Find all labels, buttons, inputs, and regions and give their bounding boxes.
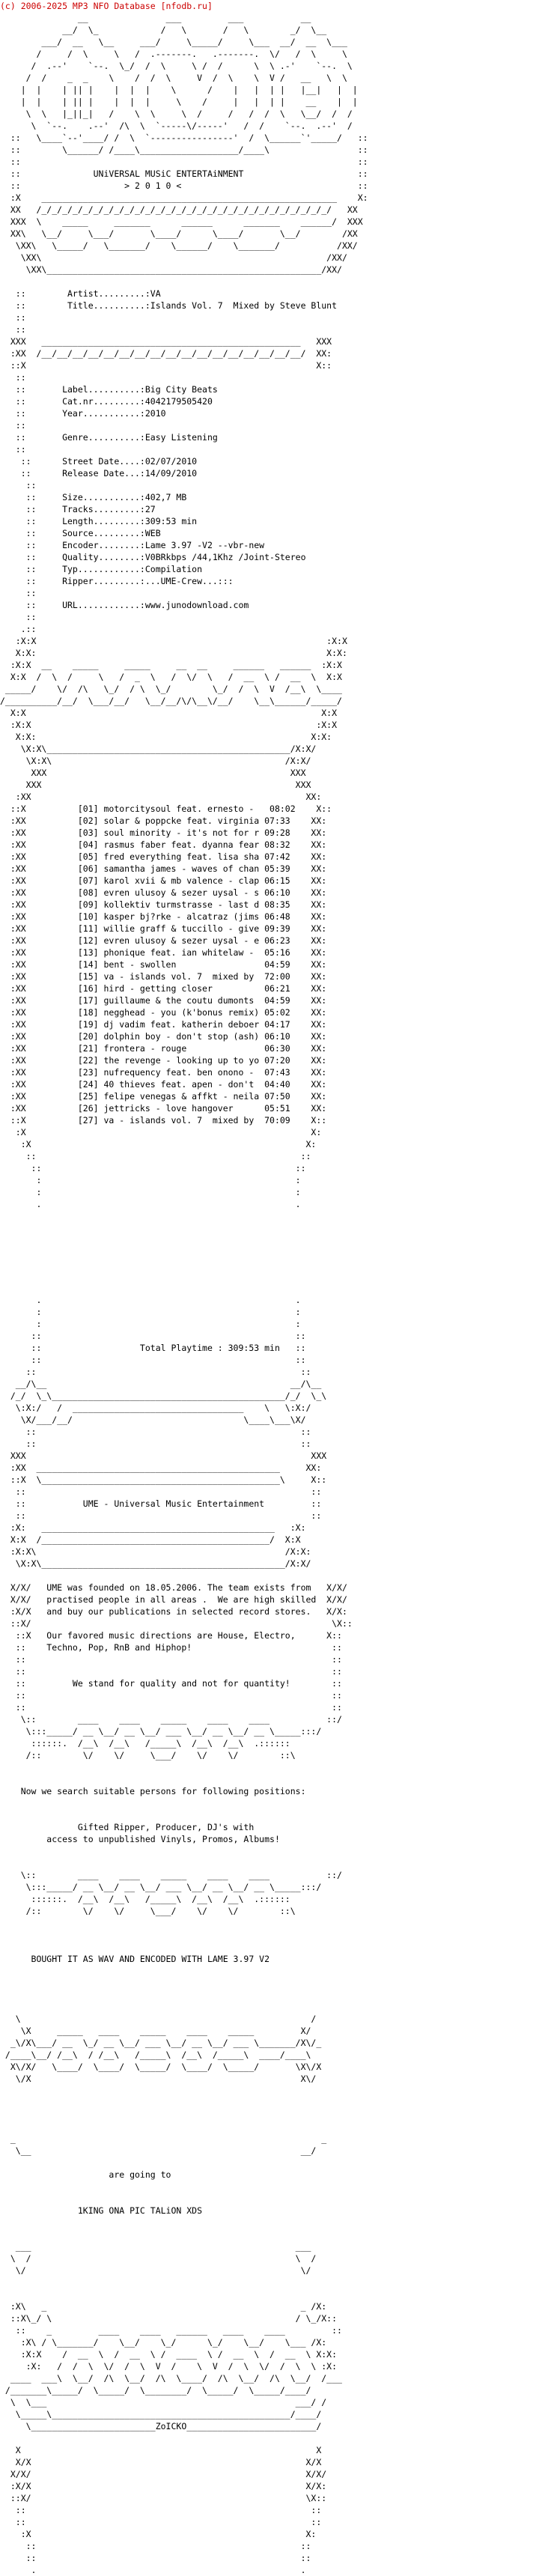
nfo-line: \ \ |_||_| / \ \ \ / / / / \ \__/ / / bbox=[0, 109, 353, 119]
nfo-line: :: Techno, Pop, RnB and Hiphop! :: bbox=[0, 1642, 342, 1653]
nfo-line bbox=[0, 2276, 539, 2288]
nfo-line: :: bbox=[0, 312, 26, 323]
nfo-line: :: Genre..........:Easy Listening bbox=[0, 432, 218, 443]
nfo-line: are going to bbox=[0, 2169, 171, 2180]
nfo-line: / / \ \ / .-------. .-------. \/ / \ \ bbox=[0, 49, 347, 59]
nfo-line: :X:X :X:X bbox=[0, 720, 338, 730]
nfo-line: :: :: bbox=[0, 157, 368, 167]
nfo-line: :XX [19] dj vadim feat. katherin deboer 04:17 XX: bbox=[0, 1019, 327, 1030]
nfo-line: __/\__ __/\__ bbox=[0, 1379, 322, 1389]
nfo-line: :: Quality........:V0BRkbps /44,1Khz /Joint-Stereo bbox=[0, 552, 306, 562]
nfo-line: ::X [27] va - islands vol. 7 mixed by 70:09 X:: bbox=[0, 1115, 327, 1126]
nfo-line: :: bbox=[0, 420, 26, 431]
nfo-line: :: Release Date...:14/09/2010 bbox=[0, 468, 198, 479]
nfo-line: :XX [15] va - islands vol. 7 mixed by 72:00 XX: bbox=[0, 971, 327, 982]
nfo-line: :X X: bbox=[0, 1139, 317, 1149]
nfo-line: _\/X\___/ __ \_/ __ \__/ ___ \__/ __ \__/ ___ \_______/X\/_ bbox=[0, 2038, 322, 2048]
nfo-line bbox=[0, 2001, 539, 2013]
nfo-line: :: Tracks.........:27 bbox=[0, 504, 156, 514]
nfo-line: :XX [03] soul minority - it's not for r 09:28 XX: bbox=[0, 827, 327, 838]
nfo-line: \________________________ZoICKO_________________________/ bbox=[0, 2421, 322, 2431]
nfo-line: :X X: bbox=[0, 1127, 322, 1137]
nfo-line: X/X X/X bbox=[0, 2457, 322, 2467]
nfo-line: :X/X and buy our publications in selected record stores. X/X: bbox=[0, 1606, 347, 1617]
nfo-line: :X X: bbox=[0, 2529, 317, 2539]
nfo-line bbox=[0, 1857, 539, 1869]
nfo-line: :: \____`--'____/ / \ `----------------' / \______`'_____/ :: bbox=[0, 133, 368, 143]
nfo-line: ::X X:: bbox=[0, 360, 332, 371]
nfo-line bbox=[0, 2217, 539, 2229]
nfo-line: ::X [01] motorcitysoul feat. ernesto - 08:02 X:: bbox=[0, 804, 332, 814]
nfo-line: .:: bbox=[0, 624, 37, 634]
nfo-line bbox=[0, 2181, 539, 2193]
nfo-line bbox=[0, 1234, 539, 1246]
nfo-line bbox=[0, 2157, 539, 2169]
nfo-line: \:::_____/ __ \__/ __ \__/ ___ \__/ __ \__/ __ \_____:::/ bbox=[0, 1882, 322, 1892]
nfo-line: :: URL............:www.junodownload.com bbox=[0, 600, 249, 610]
nfo-line: /:: \/ \/ \___/ \/ \/ ::\ bbox=[0, 1750, 296, 1761]
nfo-line: \/ \/ bbox=[0, 2265, 311, 2276]
nfo-line: __ ___ ___ __ bbox=[0, 13, 311, 23]
nfo-line: :XX [02] solar & poppcke feat. virginia 07:33 XX: bbox=[0, 815, 327, 826]
nfo-line bbox=[0, 1761, 539, 1773]
nfo-line bbox=[0, 1210, 539, 1222]
nfo-line bbox=[0, 1222, 539, 1234]
nfo-line: :XX [06] samantha james - waves of chan 05:39 XX: bbox=[0, 863, 327, 874]
nfo-line: X:X / \ / \ / _ \ / \/ \ / __ \ / __ \ X:X bbox=[0, 672, 342, 682]
nfo-line: :: Total Playtime : 309:53 min :: bbox=[0, 1343, 306, 1353]
nfo-line: :XX [22] the revenge - looking up to yo 07:20 XX: bbox=[0, 1055, 327, 1066]
nfo-line: :X\ _ _ /X: bbox=[0, 2301, 327, 2312]
nfo-line: :: :: bbox=[0, 1702, 342, 1713]
nfo-line: :: Label..........:Big City Beats bbox=[0, 384, 218, 395]
nfo-line: :: :: bbox=[0, 1427, 311, 1437]
nfo-line bbox=[0, 1797, 539, 1809]
nfo-line: ::X \______________________________________________\ X:: bbox=[0, 1474, 327, 1485]
nfo-line: :XX [24] 40 thieves feat. apen - don't 04:40 XX: bbox=[0, 1079, 327, 1090]
nfo-line: \X:X\ /X:X/ bbox=[0, 756, 311, 766]
nfo-line: :: :: bbox=[0, 2541, 311, 2551]
nfo-line: :: bbox=[0, 324, 26, 335]
nfo-line: XXX \ _____ _______ ______ _______ ______/ XXX bbox=[0, 216, 363, 227]
nfo-line: :X:X / __ \ / __ \ / ____ \ / __ \ / __ \ X:X: bbox=[0, 2349, 338, 2360]
nfo-line: XXX XXX bbox=[0, 1450, 327, 1461]
nfo-line: : : bbox=[0, 1319, 301, 1329]
nfo-line bbox=[0, 2121, 539, 2133]
nfo-line: :: :: bbox=[0, 1510, 322, 1521]
nfo-line bbox=[0, 1941, 539, 1953]
nfo-line bbox=[0, 2109, 539, 2121]
nfo-line: \X:X\_______________________________________________/X:X/ bbox=[0, 1558, 311, 1569]
nfo-line: \ `--. .--' /\ \ `-----\/-----' / / `--. .--' / bbox=[0, 121, 353, 131]
nfo-line bbox=[0, 1845, 539, 1857]
nfo-line: / .--' `--. \_/ / \ \ / / \ \ .-' `--. \ bbox=[0, 61, 353, 71]
nfo-line: XX /_/_/_/_/_/_/_/_/_/_/_/_/_/_/_/_/_/_/_/_/_/_/_/_/_/_/_/_/ XX bbox=[0, 204, 358, 215]
nfo-line: XXX __________________________________________________ XXX bbox=[0, 336, 332, 347]
nfo-line: :XX [16] hird - getting closer 06:21 XX: bbox=[0, 983, 327, 994]
nfo-line: :X\ / \_______/ \__/ \_/ \_/ \__/ \___ /X: bbox=[0, 2337, 327, 2348]
nfo-line: access to unpublished Vinyls, Promos, Albums! bbox=[0, 1834, 280, 1844]
nfo-line: :: UNiVERSAL MUSiC ENTERTAiNMENT :: bbox=[0, 168, 368, 179]
nfo-line: :X/X X/X: bbox=[0, 2481, 327, 2491]
nfo-line: \XX\_____________________________________________________/XX/ bbox=[0, 264, 342, 275]
nfo-line: X/X/ UME was founded on 18.05.2006. The team exists from X/X/ bbox=[0, 1582, 347, 1593]
nfo-line: X:X: X:X: bbox=[0, 732, 332, 742]
nfo-line: :XX [05] fred everything feat. lisa sha 07:42 XX: bbox=[0, 851, 327, 862]
nfo-line: : : bbox=[0, 1175, 301, 1185]
nfo-line: ::X/ \X:: bbox=[0, 1618, 353, 1629]
nfo-line: :: Size...........:402,7 MB bbox=[0, 492, 187, 502]
nfo-line: :: > 2 0 1 0 < :: bbox=[0, 180, 368, 191]
nfo-line: :: Artist.........:VA bbox=[0, 288, 161, 299]
nfo-line: :XX /__/__/__/__/__/__/__/__/__/__/__/__/__/__/__/__/__/ XX: bbox=[0, 348, 332, 359]
nfo-line: ___ ___ bbox=[0, 2241, 311, 2252]
nfo-line: /:: \/ \/ \___/ \/ \/ ::\ bbox=[0, 1906, 296, 1916]
nfo-line: :X _________________________________________________________ X: bbox=[0, 192, 368, 203]
nfo-line: \ \___ ___/ / bbox=[0, 2397, 327, 2408]
nfo-line: . . bbox=[0, 1199, 301, 1209]
nfo-line: / / _ _ \ / / \ V / \ \ V / __ \ \ bbox=[0, 73, 347, 83]
nfo-line: \/X X\/ bbox=[0, 2074, 317, 2084]
nfo-line: \:: ____ ____ _____ ____ ____ ::/ bbox=[0, 1714, 342, 1725]
nfo-line: \:: ____ ____ _____ ____ ____ ::/ bbox=[0, 1870, 342, 1880]
nfo-line bbox=[0, 2288, 539, 2300]
nfo-line: :: Title..........:Islands Vol. 7 Mixed by Steve Blunt bbox=[0, 300, 338, 311]
copyright-header: (c) 2006-2025 MP3 NFO Database [nfodb.ru] bbox=[0, 1, 213, 11]
nfo-line: :: We stand for quality and not for quantity! :: bbox=[0, 1678, 342, 1689]
nfo-line: /____\__/ /__\ / /__\ /_____\ /__\ /_____\ ____/____\ bbox=[0, 2050, 311, 2060]
nfo-line: XX\ \__/ \___/ \____/ \____/ \__/ /XX bbox=[0, 228, 358, 239]
nfo-line: \X _____ ____ _____ ____ _____ X/ bbox=[0, 2026, 311, 2036]
nfo-line: \ / \ / bbox=[0, 2253, 317, 2264]
nfo-line: :: :: bbox=[0, 1367, 311, 1377]
nfo-line: \:X:/ / _________________________________ \ \:X:/ bbox=[0, 1403, 311, 1413]
nfo-line: ::::::. /__\ /__\ /_____\ /__\ /__\ .:::::: bbox=[0, 1894, 290, 1904]
nfo-line: X\/X/ \____/ \____/ \_____/ \____/ \_____/ \X\/X bbox=[0, 2062, 322, 2072]
nfo-line bbox=[0, 2432, 539, 2444]
nfo-line: :: Source.........:WEB bbox=[0, 528, 161, 538]
nfo-line: X:X X:X bbox=[0, 708, 338, 718]
nfo-line: :: :: bbox=[0, 1163, 306, 1173]
nfo-line: :XX [21] frontera - rouge 06:30 XX: bbox=[0, 1043, 327, 1054]
nfo-line: XXX XXX bbox=[0, 780, 311, 790]
nfo-line: XXX XXX bbox=[0, 768, 306, 778]
nfo-line: :: :: bbox=[0, 1439, 311, 1449]
nfo-line: :: bbox=[0, 612, 37, 622]
nfo-line: :XX XX: bbox=[0, 792, 322, 802]
nfo-line: :: bbox=[0, 372, 26, 383]
nfo-line: ::::::. /__\ /__\ /_____\ /__\ /__\ .:::::: bbox=[0, 1738, 290, 1749]
nfo-line bbox=[0, 1258, 539, 1270]
nfo-line: . . bbox=[0, 2565, 306, 2575]
nfo-line bbox=[0, 2193, 539, 2205]
nfo-line: | | | || | | | | \ / | | | | __ | | bbox=[0, 97, 358, 107]
nfo-line: X:X: X:X: bbox=[0, 648, 347, 658]
nfo-line: Gifted Ripper, Producer, DJ's with bbox=[0, 1822, 255, 1832]
nfo-line: :XX [17] guillaume & the coutu dumonts 04:59 XX: bbox=[0, 995, 327, 1006]
nfo-line: :X: / / \ \/ / \ V / \ V / \ \/ / \ \ :X: bbox=[0, 2361, 338, 2372]
nfo-line: X/X/ practised people in all areas . We are high skilled X/X/ bbox=[0, 1594, 347, 1605]
nfo-line: :XX _______________________________________________ XX: bbox=[0, 1462, 322, 1473]
nfo-line: ::X/ \X:: bbox=[0, 2493, 327, 2503]
nfo-line: :: :: bbox=[0, 1331, 306, 1341]
nfo-line: :: bbox=[0, 480, 37, 490]
nfo-line: \__ __/ bbox=[0, 2145, 317, 2156]
nfo-line: :XX [10] kasper bj?rke - alcatraz (jims 06:48 XX: bbox=[0, 911, 327, 922]
nfo-line: :XX [14] bent - swollen 04:59 XX: bbox=[0, 959, 327, 970]
nfo-line: :XX [08] evren ulusoy & sezer uysal - s 06:10 XX: bbox=[0, 887, 327, 898]
nfo-line bbox=[0, 1282, 539, 1294]
nfo-line: \X:X\_______________________________________________/X:X/ bbox=[0, 744, 317, 754]
nfo-line: \XX\ \_____/ \_______/ \______/ \_______/ /XX/ bbox=[0, 240, 358, 251]
nfo-line: :XX [09] kollektiv turmstrasse - last d 08:35 XX: bbox=[0, 899, 327, 910]
nfo-line: /__________/__/ \___/__/ \__/__/\/\__\/__/ \__\______/_____/ bbox=[0, 696, 342, 706]
nfo-line: :XX [13] phonique feat. ian whitelaw - 05:16 XX: bbox=[0, 947, 327, 958]
nfo-line: X X bbox=[0, 2445, 322, 2455]
nfo-line: ___/ __ \__ ___/ \_____/ \___ __/ __ \___ bbox=[0, 37, 347, 47]
nfo-line: :XX [04] rasmus faber feat. dyanna fear 08:32 XX: bbox=[0, 839, 327, 850]
nfo-line: _ _ bbox=[0, 2133, 327, 2144]
nfo-line: :: Ripper.........:...UME-Crew...::: bbox=[0, 576, 234, 586]
nfo-line: :: :: bbox=[0, 2505, 322, 2515]
nfo-line: :XX [18] negghead - you (k'bonus remix) 05:02 XX: bbox=[0, 1007, 327, 1018]
nfo-line: : : bbox=[0, 1187, 301, 1197]
nfo-line: :: UME - Universal Music Entertainment :: bbox=[0, 1498, 322, 1509]
nfo-line: \XX\ /XX/ bbox=[0, 252, 347, 263]
nfo-line: :: Year...........:2010 bbox=[0, 408, 166, 419]
nfo-line bbox=[0, 1917, 539, 1929]
nfo-line: :XX [12] evren ulusoy & sezer uysal - e 06:23 XX: bbox=[0, 935, 327, 946]
nfo-line: | | | || | | | | \ / | | | | |__| | | bbox=[0, 85, 358, 95]
nfo-line: _____/ \/ /\ \_/ / \ \_/ \_/ / \ V /__\ \____ bbox=[0, 684, 342, 694]
nfo-line: :XX [07] karol xvii & mb valence - clap 06:15 XX: bbox=[0, 875, 327, 886]
nfo-line: :: Encoder........:Lame 3.97 -V2 --vbr-new bbox=[0, 540, 265, 550]
nfo-line bbox=[0, 1977, 539, 1989]
nfo-line bbox=[0, 1773, 539, 1785]
nfo-line: :X:X __ _____ _____ __ __ ______ ______ :X:X bbox=[0, 660, 342, 670]
nfo-line: :XX [11] willie graff & tuccillo - give 09:39 XX: bbox=[0, 923, 327, 934]
nfo-line: BOUGHT IT AS WAV AND ENCODED WITH LAME 3.97 V2 bbox=[0, 1954, 270, 1964]
nfo-line: :: bbox=[0, 444, 26, 455]
nfo-line: :X:X\ /X:X: bbox=[0, 1546, 311, 1557]
nfo-line: :: :: bbox=[0, 2553, 311, 2563]
nfo-line: :: Typ............:Compilation bbox=[0, 564, 203, 574]
nfo-line: :: :: bbox=[0, 1355, 306, 1365]
nfo-line: X:X /____________________________________________/ X:X bbox=[0, 1534, 301, 1545]
nfo-line: : : bbox=[0, 1307, 301, 1317]
nfo-line bbox=[0, 1570, 539, 1582]
nfo-line: \ / bbox=[0, 2014, 317, 2024]
nfo-line: ::X Our favored music directions are House, Electro, X:: bbox=[0, 1630, 342, 1641]
nfo-line: :: Length.........:309:53 min bbox=[0, 516, 198, 526]
nfo-line bbox=[0, 2085, 539, 2097]
nfo-line bbox=[0, 2229, 539, 2241]
nfo-line: :: bbox=[0, 588, 37, 598]
nfo-line bbox=[0, 1809, 539, 1821]
nfo-line: :X: _____________________________________________ :X: bbox=[0, 1522, 306, 1533]
nfo-line: /_/ \_\_____________________________________________/_/ \_\ bbox=[0, 1391, 327, 1401]
nfo-line: 1KING ONA PIC TALiON XDS bbox=[0, 2205, 203, 2216]
nfo-line bbox=[0, 1270, 539, 1282]
nfo-line: :: :: bbox=[0, 1654, 342, 1665]
nfo-line: \:::_____/ __ \__/ __ \__/ ___ \__/ __ \__/ __ \_____:::/ bbox=[0, 1726, 322, 1737]
nfo-line: ::X\_/ \ / \_/X:: bbox=[0, 2313, 338, 2324]
nfo-line: :XX [25] felipe venegas & affkt - neila 07:50 XX: bbox=[0, 1091, 327, 1102]
nfo-line bbox=[0, 1965, 539, 1977]
nfo-line: :: :: bbox=[0, 1690, 342, 1701]
nfo-line: :: :: bbox=[0, 2517, 322, 2527]
nfo-line: :X:X :X:X bbox=[0, 636, 347, 646]
nfo-line: __/ \_ / \ / \ _/ \__ bbox=[0, 25, 327, 35]
nfo-line: :: Cat.nr.........:4042179505420 bbox=[0, 396, 213, 407]
nfo-line: /_______\_____/ \_____/ \________/ \_____/ \_____/____/ bbox=[0, 2385, 311, 2396]
nfo-line bbox=[0, 2097, 539, 2109]
nfo-line: :XX [20] dolphin boy - don't stop (ash) 06:10 XX: bbox=[0, 1031, 327, 1042]
nfo-line: \X/___/__/ \____\___\X/ bbox=[0, 1415, 306, 1425]
nfo-body bbox=[0, 12, 539, 2576]
nfo-line bbox=[0, 1989, 539, 2001]
nfo-line: ____ ___\ \__/ /\ \__/ /\ \____/ /\ \__/ /\ \__/ /___ bbox=[0, 2373, 342, 2384]
nfo-line: :: \______/ /____\___________________/____\ :: bbox=[0, 145, 368, 155]
nfo-line: :: Street Date....:02/07/2010 bbox=[0, 456, 198, 467]
nfo-line: :XX [23] nufrequency feat. ben onono - 07:43 XX: bbox=[0, 1067, 327, 1078]
nfo-line: :XX [26] jettricks - love hangover 05:51 XX: bbox=[0, 1103, 327, 1114]
nfo-line: X/X/ X/X/ bbox=[0, 2469, 327, 2479]
nfo-line: Now we search suitable persons for following positions: bbox=[0, 1786, 306, 1796]
nfo-line bbox=[0, 1246, 539, 1258]
nfo-line: :: _ ____ ____ ______ ____ ____ :: bbox=[0, 2325, 342, 2336]
nfo-line: \_____\______________________________________________/____/ bbox=[0, 2409, 322, 2419]
nfo-line: :: :: bbox=[0, 1486, 322, 1497]
nfo-line: :: :: bbox=[0, 1151, 311, 1161]
nfo-line bbox=[0, 1929, 539, 1941]
nfo-line: . . bbox=[0, 1295, 301, 1305]
nfo-line: :: :: bbox=[0, 1666, 342, 1677]
nfo-line bbox=[0, 276, 539, 288]
